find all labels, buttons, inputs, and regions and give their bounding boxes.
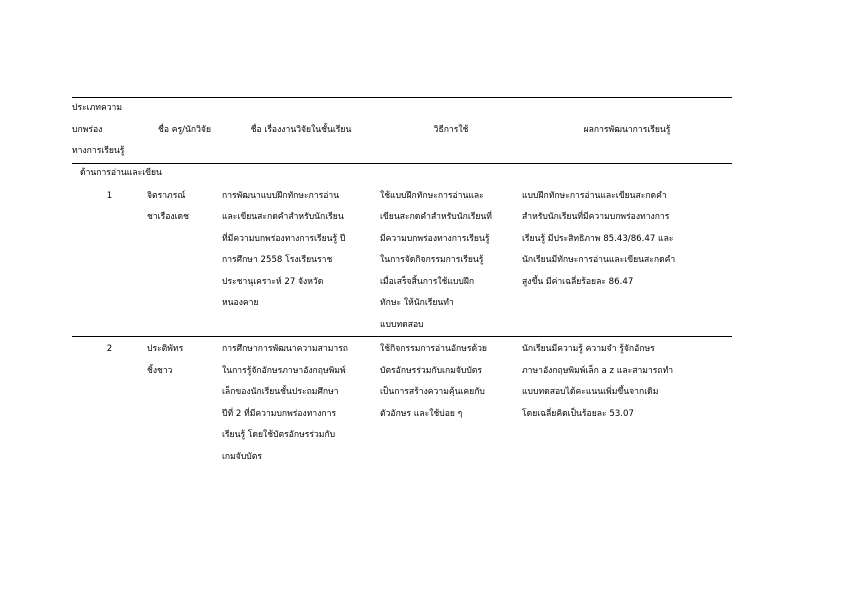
method-cell [380, 337, 522, 469]
result-cell [522, 184, 732, 337]
method-line: บัตรอักษรร่วมกับเกมจับบัตร [380, 365, 483, 376]
author-line: ประติพัทร [147, 344, 184, 354]
header-type-line: บกพร่อง [72, 124, 103, 135]
method-line: เขียนสะกดคำสำหรับนักเรียนที่ [380, 212, 492, 222]
author-cell [147, 337, 222, 469]
category-row [72, 163, 732, 184]
method-cell [380, 184, 522, 337]
result-line: โดยเฉลี่ยคิดเป็นร้อยละ 53.07 [522, 408, 634, 419]
header-author: ชื่อ ครู/นักวิจัย [158, 124, 211, 135]
row-number: 1 [106, 190, 113, 201]
result-line: แบบทดสอบได้คะแนนเพิ่มขึ้นจากเดิม [522, 387, 659, 397]
header-method: วิธีการใช้ [433, 124, 469, 135]
method-line: เป็นการสร้างความคุ้นเคยกับ [380, 387, 485, 397]
author-line: ชาเรืองเดช [147, 212, 189, 222]
method-line: ในการจัดกิจกรรมการเรียนรู้ [380, 255, 484, 265]
table-header-row [72, 98, 732, 164]
method-line: แบบทดสอบ [380, 319, 424, 330]
result-line: สำหรับนักเรียนที่มีความบกพร่องทางการ [522, 212, 670, 222]
title-line: การศึกษาการพัฒนาความสามารถ [222, 344, 349, 354]
title-line: การศึกษา 2558 โรงเรียนราช [222, 255, 333, 265]
title-line: ประชานุเคราะห์ 27 จังหวัด [222, 276, 324, 287]
title-line: การพัฒนาแบบฝึกทักษะการอ่าน [222, 190, 340, 201]
header-research-title: ชื่อ เรื่องงานวิจัยในชั้นเรียน [250, 124, 352, 135]
method-line: ใช้กิจกรรมการอ่านอักษรด้วย [380, 344, 487, 354]
method-line: ทักษะ ให้นักเรียนทำ [380, 298, 454, 308]
table-row [72, 337, 732, 469]
result-line: นักเรียนมีความรู้ ความจำ รู้จักอักษร [522, 344, 655, 354]
method-line: ตัวอักษร และใช้บ่อย ๆ [380, 408, 463, 419]
title-line: และเขียนสะกดคำสำหรับนักเรียน [222, 212, 344, 222]
table-row [72, 184, 732, 337]
header-type-line: ทางการเรียนรู้ [72, 146, 125, 156]
header-learning-disability-type [72, 98, 147, 164]
method-line: เมื่อเสร็จสิ้นการใช้แบบฝึก [380, 276, 475, 287]
title-line: เล็กของนักเรียนชั้นประถมศึกษา [222, 387, 339, 397]
result-line: แบบฝึกทักษะการอ่านและเขียนสะกดคำ [522, 190, 667, 201]
title-line: ที่มีความบกพร่องทางการเรียนรู้ ปี [222, 233, 346, 244]
title-cell [222, 337, 380, 469]
method-line: มีความบกพร่องทางการเรียนรู้ [380, 233, 490, 244]
header-result: ผลการพัฒนาการเรียนรู้ [583, 124, 671, 135]
author-line: จิตราภรณ์ [147, 190, 186, 201]
result-line: สูงขึ้น มีค่าเฉลี่ยร้อยละ 86.47 [522, 276, 634, 287]
title-line: เรียนรู้ โดยใช้บัตรอักษรร่วมกับ [222, 430, 336, 440]
result-cell [522, 337, 732, 469]
author-cell [147, 184, 222, 337]
title-line: ปีที่ 2 ที่มีความบกพร่องทางการ [222, 408, 337, 419]
category-label: ด้านการอ่านและเขียน [80, 167, 162, 178]
result-line: เรียนรู้ มีประสิทธิภาพ 85.43/86.47 และ [522, 233, 674, 244]
header-type-line: ประเภทความ [72, 103, 123, 113]
title-line: เกมจับบัตร [222, 451, 262, 462]
row-number: 2 [106, 344, 113, 354]
title-line: หนองคาย [222, 298, 259, 308]
title-line: ในการรู้จักอักษรภาษาอังกฤษพิมพ์ [222, 365, 346, 376]
author-line: ชิ้งชาว [147, 365, 173, 376]
title-cell [222, 184, 380, 337]
result-line: ภาษาอังกฤษพิมพ์เล็ก a z และสามารถทำ [522, 365, 674, 376]
result-line: นักเรียนมีทักษะการอ่านและเขียนสะกดคำ [522, 255, 676, 265]
method-line: ใช้แบบฝึกทักษะการอ่านและ [380, 190, 484, 201]
research-table [72, 97, 732, 468]
